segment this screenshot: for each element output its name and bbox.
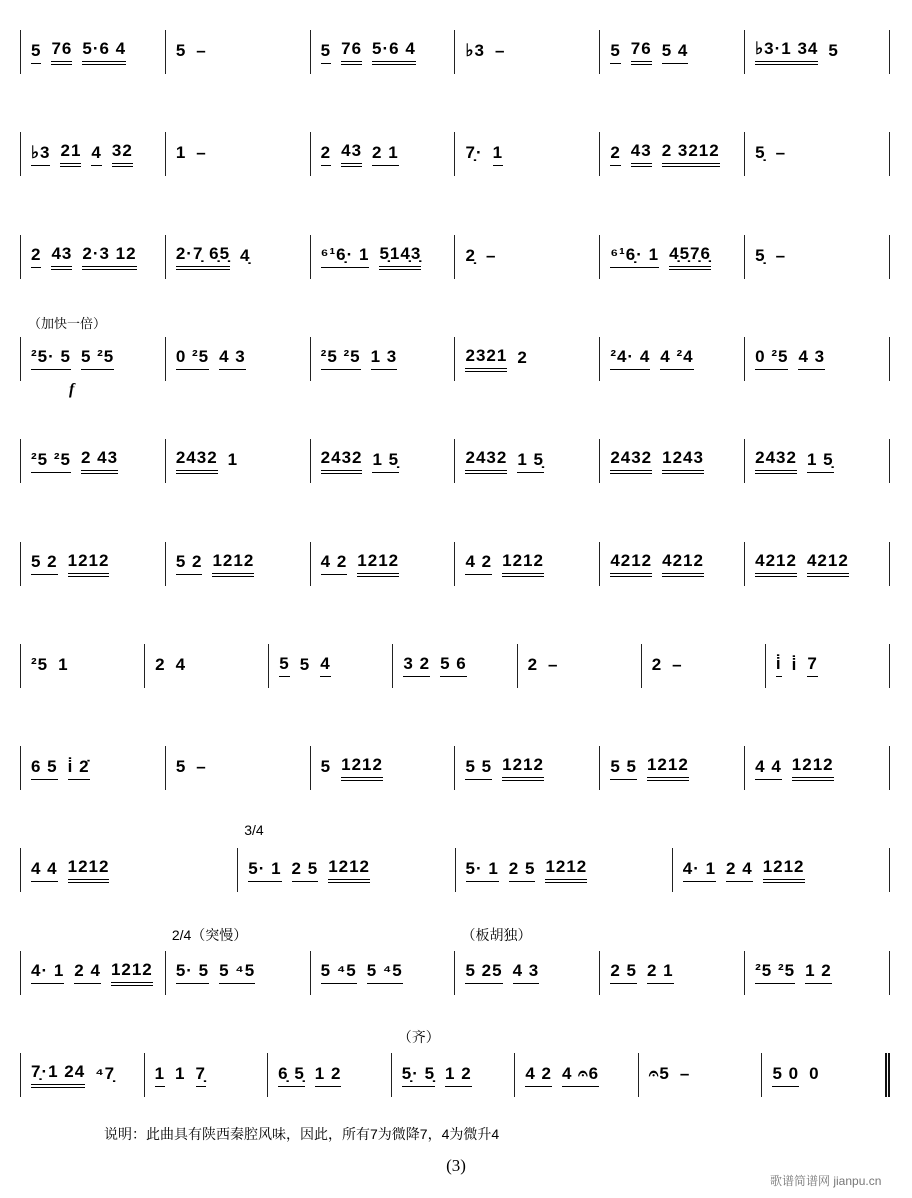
note-group: 5 — [321, 41, 331, 64]
measure-annotation: （板胡独） — [461, 926, 532, 943]
measure — [20, 337, 165, 398]
note-group: 4212 — [662, 551, 704, 577]
note-group: 5 — [299, 654, 311, 674]
note-group: – — [196, 41, 207, 60]
note-group: 0 ²5 — [755, 347, 788, 370]
measure — [599, 746, 744, 790]
note-group: 0 ²5 — [176, 347, 209, 370]
measure — [392, 644, 516, 688]
measure — [599, 235, 744, 279]
note-group: 1212 — [647, 755, 689, 781]
note-group: ²5· 5 — [31, 347, 71, 370]
note-group: 43 — [51, 244, 72, 270]
note-group: 5 2 — [31, 552, 58, 575]
measure — [672, 848, 890, 892]
note-group: 5· 1 — [248, 859, 281, 882]
staff-row — [20, 926, 890, 995]
measure — [20, 848, 237, 892]
measure — [599, 132, 744, 176]
measure — [761, 1053, 890, 1097]
note-group: 2·7̣ 6̣5̣ — [176, 244, 230, 270]
note-group: 4212 — [807, 551, 849, 577]
note-group: 5 ⁴5 — [219, 961, 255, 984]
note-group: 1212 — [545, 857, 587, 883]
measure — [267, 1053, 391, 1097]
note-group: 4 𝄐6 — [562, 1064, 599, 1087]
note-group: 21 — [60, 141, 81, 167]
staff-row — [20, 746, 890, 790]
measure — [514, 1053, 638, 1097]
note-group: 5·6 4 — [372, 39, 416, 65]
note-group: 4 3 — [219, 347, 246, 370]
note-group: 4212 — [755, 551, 797, 577]
note-group: 7̣·1 24 — [31, 1062, 85, 1088]
measure — [165, 926, 310, 995]
note-group: 7̣ — [196, 1064, 206, 1087]
note-group: 2 4 — [74, 961, 101, 984]
note-group: 2 3212 — [662, 141, 720, 167]
note-group: – — [775, 143, 787, 163]
note-group: 2̣ — [465, 245, 476, 265]
note-group: 4 — [320, 654, 330, 677]
note-group: – — [672, 654, 683, 674]
staff-row — [20, 30, 890, 74]
note-group: 5 — [828, 41, 839, 60]
note-group: – — [775, 245, 787, 265]
note-group: ²5 ²5 — [321, 347, 361, 370]
note-group: 4 — [175, 654, 187, 674]
measure — [20, 542, 165, 586]
measure — [310, 132, 455, 176]
staff-row — [20, 822, 890, 892]
note-group: 4 3 — [798, 347, 825, 370]
measure — [20, 30, 165, 74]
note-group: ♭3 — [465, 41, 485, 60]
note-group: 5 — [31, 41, 41, 64]
measure — [455, 848, 672, 892]
measure — [744, 235, 890, 279]
measure — [310, 235, 455, 279]
note-group: 5 — [279, 654, 289, 677]
note-group: 5 — [320, 757, 332, 777]
measure — [744, 337, 890, 381]
note-group: 1212 — [68, 857, 110, 883]
measure — [744, 746, 890, 790]
note-group: 2 43 — [81, 448, 118, 474]
measure — [744, 951, 890, 995]
note-group: 2 — [527, 654, 539, 674]
note-group: 4̣5̣7̣6̣ — [669, 244, 711, 270]
note-group: 5 4 — [662, 41, 689, 64]
note-group: 1212 — [212, 551, 254, 577]
note-group: 2·3 12 — [82, 244, 136, 270]
note-group: 6 5 — [31, 757, 58, 780]
note-group: 2 — [651, 654, 663, 674]
note-group: 5 ⁴5 — [321, 961, 357, 984]
note-group: 5 ⁴5 — [367, 961, 403, 984]
measure — [310, 337, 455, 381]
note-group: 5̣· 5̣ — [402, 1064, 435, 1087]
note-group: 5· 1 — [466, 859, 499, 882]
note-group: 1 — [58, 654, 69, 674]
staff-row — [20, 542, 890, 586]
measure — [310, 951, 455, 995]
measure — [20, 644, 144, 688]
note-group: 76 — [51, 39, 72, 65]
note-group: 4 4 — [31, 859, 58, 882]
note-group: ⁶¹6̣· 1 — [610, 245, 659, 268]
measure — [165, 337, 310, 381]
measure — [638, 1053, 762, 1097]
measure — [391, 1029, 515, 1097]
note-group: 6̣ 5̣ — [278, 1064, 305, 1087]
note-group: 4 3 — [513, 961, 540, 984]
note-group: 43 — [631, 141, 652, 167]
measure — [268, 644, 392, 688]
note-group: 2 1 — [372, 143, 399, 166]
staff-row — [20, 235, 890, 279]
note-group: – — [196, 143, 207, 163]
note-group: 5 25 — [465, 961, 502, 984]
note-group: 4 2 — [525, 1064, 552, 1087]
note-group: i̇ — [791, 654, 798, 674]
note-group: 1212 — [502, 551, 544, 577]
note-group: – — [679, 1064, 691, 1083]
note-group: 2 — [155, 654, 166, 674]
measure — [454, 746, 599, 790]
note-group: 1 — [175, 1064, 186, 1083]
note-group: 2432 — [176, 448, 218, 474]
note-group: 1 — [493, 143, 503, 166]
note-group: 5 5 — [465, 757, 492, 780]
note-group: 1212 — [341, 755, 383, 781]
measure — [20, 951, 165, 995]
measure-annotation: 2/4（突慢） — [171, 926, 248, 943]
note-group: 2 5 — [610, 961, 637, 984]
note-group: 5 ²5 — [81, 347, 114, 370]
note-group: 1243 — [662, 448, 704, 474]
dynamic-marking: f — [69, 380, 75, 398]
watermark: 歌谱简谱网 jianpu.cn — [770, 1174, 882, 1188]
measure — [20, 746, 165, 790]
note-group: i̇ 2̇ — [68, 757, 90, 780]
note-group: 1 — [175, 143, 187, 163]
note-group: 4̣ — [240, 245, 251, 265]
measure — [744, 542, 890, 586]
note-group: 1 2 — [805, 961, 832, 984]
note-group: 1 5̣ — [517, 450, 544, 473]
note-group: 5̣ — [755, 143, 766, 163]
measure — [454, 542, 599, 586]
measure — [20, 132, 165, 176]
note-group: – — [485, 245, 497, 265]
note-group: 3 2 — [403, 654, 430, 677]
note-group: 2 5 — [509, 859, 536, 882]
note-group: 4 2 — [465, 552, 492, 575]
note-group: 4· 1 — [683, 859, 716, 882]
tempo-marking: （加快一倍） — [28, 315, 107, 331]
note-group: 5 — [175, 41, 187, 60]
note-group: – — [494, 41, 506, 60]
staff-row — [20, 439, 890, 483]
note-group: 𝄐5 — [648, 1064, 670, 1083]
note-group: 1212 — [68, 551, 110, 577]
note-group: 5·6 4 — [82, 39, 126, 65]
note-group: 5 — [610, 41, 620, 64]
measure — [237, 822, 454, 892]
note-group: 7 — [807, 654, 817, 677]
measure — [20, 1053, 144, 1097]
note-group: ²5 ²5 — [755, 961, 795, 984]
measure — [454, 439, 599, 483]
staff-row — [20, 337, 890, 398]
note-group: – — [196, 757, 207, 777]
measure — [310, 30, 455, 74]
note-group: ⁴7̣ — [95, 1064, 116, 1083]
measure — [310, 439, 455, 483]
note-group: ♭3 — [31, 143, 50, 166]
measure — [454, 30, 599, 74]
measure — [744, 30, 890, 74]
note-group: 0 — [809, 1064, 820, 1083]
note-group: 43 — [341, 141, 362, 167]
note-group: 4 — [91, 143, 101, 166]
measure — [20, 439, 165, 483]
note-group: 1 3 — [371, 347, 398, 370]
note-group: 5 5 — [610, 757, 637, 780]
note-group: 1212 — [111, 960, 153, 986]
note-group: 1212 — [502, 755, 544, 781]
measure — [454, 132, 599, 176]
note-group: ⁶¹6̣· 1 — [321, 245, 370, 268]
note-group: 76 — [631, 39, 652, 65]
note-group: 5 6 — [440, 654, 467, 677]
staff-row — [20, 644, 890, 688]
note-group: 4 2 — [321, 552, 348, 575]
measure — [744, 439, 890, 483]
measure — [454, 926, 599, 995]
measure — [165, 746, 310, 790]
note-group: 1 — [227, 450, 239, 470]
note-group: 4212 — [610, 551, 652, 577]
measure — [165, 30, 310, 74]
measure — [165, 132, 310, 176]
note-group: 5 0 — [772, 1064, 799, 1087]
note-group: 1212 — [328, 857, 370, 883]
note-group: 7̣· — [465, 143, 483, 163]
note-group: 1212 — [763, 857, 805, 883]
measure-annotation: （齐） — [397, 1029, 440, 1045]
measure — [165, 542, 310, 586]
note-group: ²5 — [31, 654, 49, 674]
note-group: 2432 — [610, 448, 652, 474]
note-group: i̇ — [776, 654, 782, 677]
note-group: 1 2 — [445, 1064, 472, 1087]
note-group: 4 4 — [755, 757, 782, 780]
measure — [517, 644, 641, 688]
measure-annotation: 3/4 — [244, 822, 264, 839]
measure — [641, 644, 765, 688]
measure — [599, 30, 744, 74]
note-group: 1212 — [357, 551, 399, 577]
note-group: 2 — [31, 245, 41, 268]
footnote: 说明：此曲具有陕西秦腔风味，因此，所有7为微降7，4为微升4 — [104, 1126, 500, 1142]
note-group: 5 — [175, 757, 187, 777]
measure — [310, 746, 455, 790]
measure — [454, 235, 599, 279]
note-group: 5 2 — [176, 552, 203, 575]
staff-row — [20, 1029, 890, 1097]
note-group: 2 — [610, 143, 620, 166]
note-group: 1 — [155, 1064, 165, 1087]
note-group: ²4· 4 — [610, 347, 650, 370]
note-group: – — [548, 654, 559, 674]
measure — [599, 951, 744, 995]
measure — [310, 542, 455, 586]
note-group: 2432 — [321, 448, 363, 474]
note-group: 5· 5 — [176, 961, 209, 984]
note-group: 2432 — [755, 448, 797, 474]
note-group: 2 1 — [647, 961, 674, 984]
note-group: ²5 ²5 — [31, 450, 71, 473]
note-group: 2 — [321, 143, 331, 166]
note-group: 32 — [112, 141, 133, 167]
note-group: 2 — [517, 347, 528, 367]
measure — [599, 337, 744, 381]
measure — [599, 542, 744, 586]
note-group: 2321 — [465, 346, 507, 372]
note-group: 4 ²4 — [660, 347, 693, 370]
note-group: 2 5 — [292, 859, 319, 882]
note-group: 1212 — [792, 755, 834, 781]
note-group: 4· 1 — [31, 961, 64, 984]
measure — [765, 644, 890, 688]
note-group: 2 4 — [726, 859, 753, 882]
measure — [144, 1053, 268, 1097]
measure — [165, 439, 310, 483]
page-number: (3) — [446, 1156, 466, 1175]
note-group: 5̣ — [755, 245, 766, 265]
note-group: 2432 — [465, 448, 507, 474]
measure — [454, 337, 599, 381]
note-group: 76 — [341, 39, 362, 65]
note-group: 5̣14̣3̣ — [379, 244, 421, 270]
staff-row — [20, 132, 890, 176]
measure — [165, 235, 310, 279]
note-group: ♭3·1 34 — [755, 39, 818, 65]
note-group: 1 5̣ — [807, 450, 834, 473]
note-group: 1 2 — [315, 1064, 342, 1087]
measure — [599, 439, 744, 483]
measure — [744, 132, 890, 176]
measure — [144, 644, 268, 688]
measure — [20, 235, 165, 279]
note-group: 1 5̣ — [372, 450, 399, 473]
